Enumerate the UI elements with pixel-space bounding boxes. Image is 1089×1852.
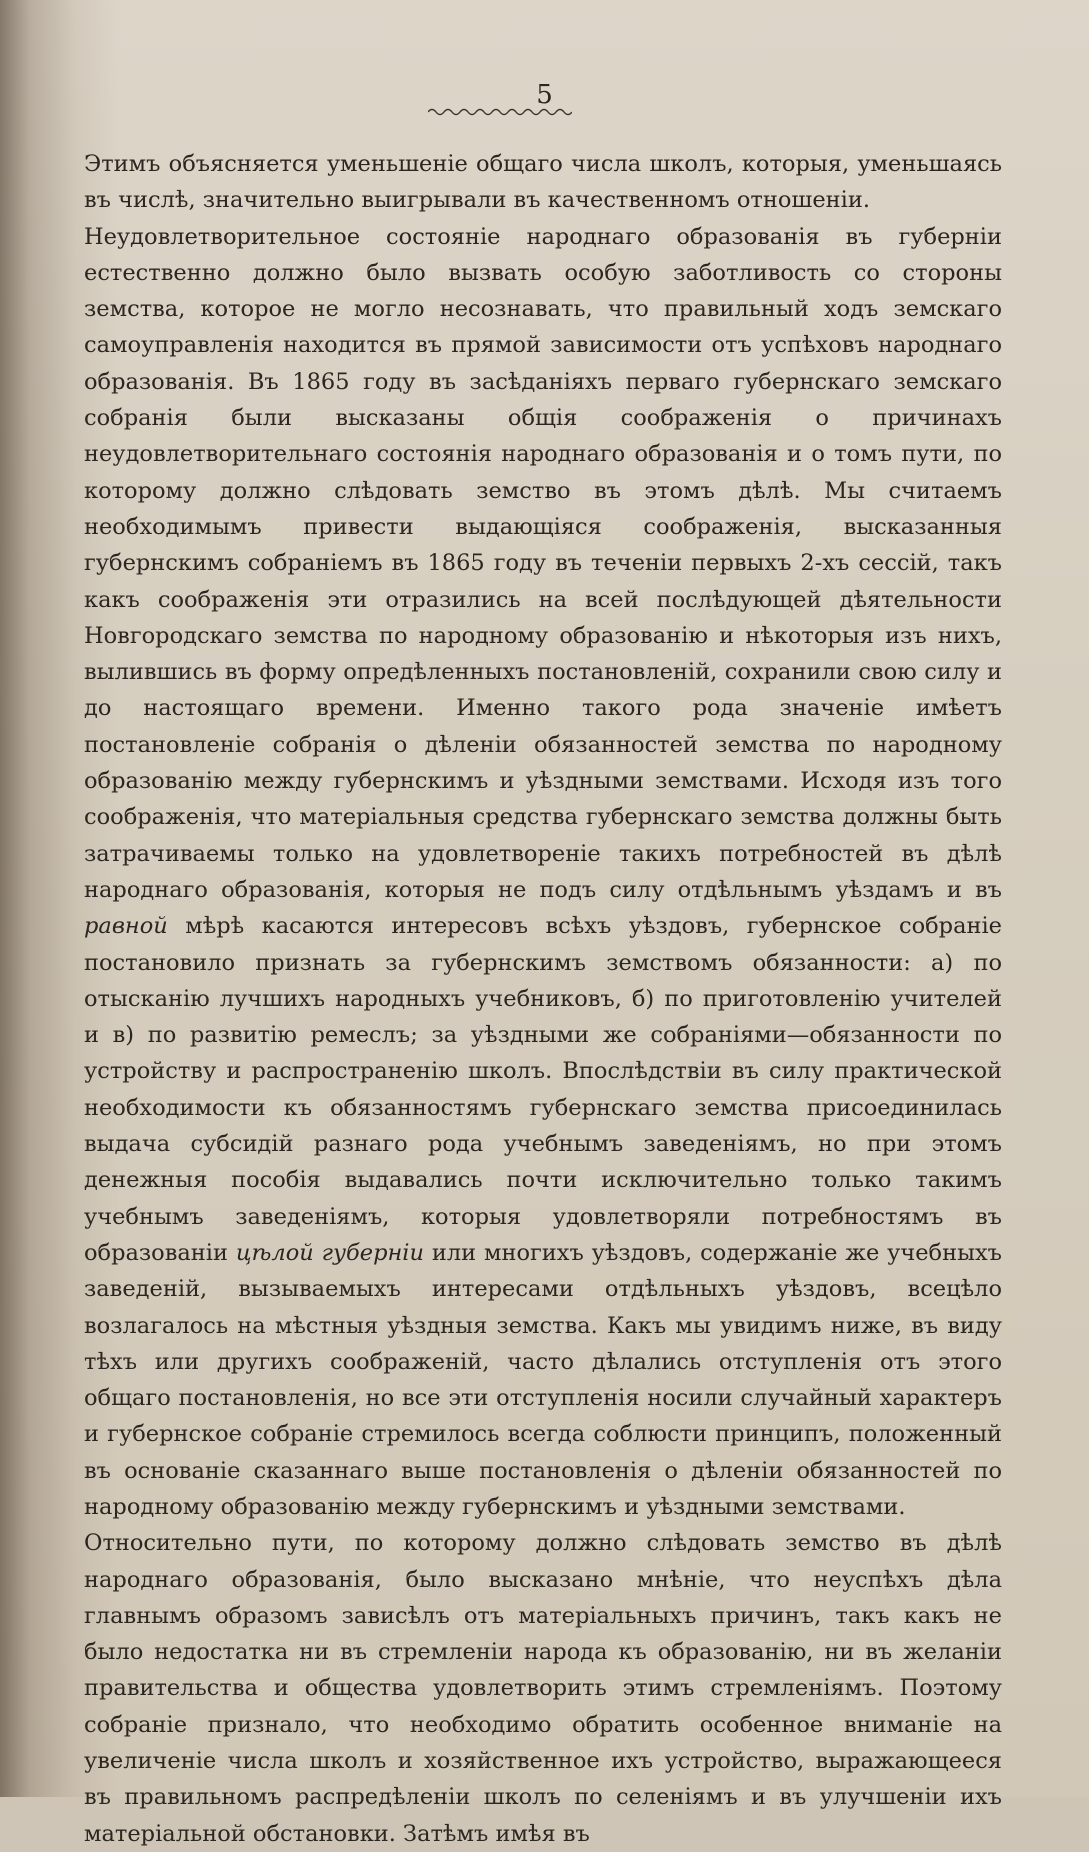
paragraph-3 xyxy=(84,1525,1002,1852)
body-text xyxy=(84,146,1002,1852)
paragraph-text: Относительно пути, по которому должно слѣдовать земство въ дѣлѣ народнаго образованія, было высказано мнѣніе, что неуспѣхъ дѣла главнымъ образомъ зависѣлъ отъ матеріальныхъ причинъ, такъ какъ не было недостатка ни въ стремленіи народа къ образованію, ни въ желаніи правительства и общества удовлетворить этимъ стремленіямъ. Поэтому собраніе признало, что необходимо обратить особенное вниманіе на увеличеніе числа школъ и хозяйственное ихъ устройство, выражающееся въ правильномъ распредѣленіи школъ по селеніямъ и въ улучшеніи ихъ матеріальной обстановки. Затѣмъ имѣя въ xyxy=(84,1530,1002,1847)
paragraph-text: Неудовлетворительное состояніе народнаго образованія въ губерніи естественно должно было вызвать особую заботливость со стороны земства, которое не могло несознавать, что правильный ходъ земскаго самоуправленія находится въ прямой зависимости отъ успѣховъ народнаго образованія. Въ 1865 году въ засѣданіяхъ перваго губернскаго земскаго собранія были высказаны общія соображенія о причинахъ неудовлетворительнаго состоянія народнаго образованія и о томъ пути, по которому должно слѣдовать земство въ этомъ дѣлѣ. Мы считаемъ необходимымъ привести выдающіяся соображенія, высказанныя губернскимъ собраніемъ въ 1865 году въ теченіи первыхъ 2-хъ сессій, такъ какъ соображенія эти отразились на всей послѣдующей дѣятельности Новгородскаго земства по народному образованію и нѣкоторыя изъ нихъ, вылившись въ форму опредѣленныхъ постановленій, сохранили свою силу и до настоящаго времени. Именно такого рода значеніе имѣетъ постановленіе собранія о дѣленіи обязанностей земства по народному образованію между губернскимъ и уѣздными земствами. Исходя изъ того соображенія, что матеріальныя средства губернскаго земства должны быть затрачиваемы только на удовлетвореніе такихъ потребностей въ дѣлѣ народнаго образованія, которыя не подъ силу отдѣльнымъ уѣздамъ и въ xyxy=(84,223,1002,903)
paragraph-2 xyxy=(84,219,1002,1526)
paragraph-text: мѣрѣ касаются интересовъ всѣхъ уѣздовъ, губернское собраніе постановило признать за губернскимъ земствомъ обязанности: а) по отысканію лучшихъ народныхъ учебниковъ, б) по приготовленію учителей и в) по развитію ремеслъ; за уѣздными же собраніями—обязанности по устройству и распространенію школъ. Впослѣдствіи въ силу практической необходимости къ обязанностямъ губернскаго земства присоединилась выдача субсидій разнаго рода учебнымъ заведеніямъ, но при этомъ денежныя пособія выдавались почти исключительно только такимъ учебнымъ заведеніямъ, которыя удовлетворяли потребностямъ въ образованіи xyxy=(84,913,1002,1266)
wavy-rule-ornament xyxy=(428,105,572,119)
page-number: 5 xyxy=(536,80,553,110)
paragraph-1 xyxy=(84,146,1002,219)
paragraph-text: Этимъ объясняется уменьшеніе общаго числа школъ, которыя, уменьшаясь въ числѣ, значительно выигрывали въ качественномъ отношеніи. xyxy=(84,151,1002,214)
italic-emphasis: равной xyxy=(84,913,168,940)
italic-emphasis: цѣлой губерніи xyxy=(235,1239,424,1266)
paragraph-text: или многихъ уѣздовъ, содержаніе же учебныхъ заведеній, вызываемыхъ интересами отдѣльныхъ уѣздовъ, всецѣло возлагалось на мѣстныя уѣздныя земства. Какъ мы увидимъ ниже, въ виду тѣхъ или другихъ соображеній, часто дѣлались отступленія отъ этого общаго постановленія, но все эти отступленія носили случайный характеръ и губернское собраніе стремилось всегда соблюсти принципъ, положенный въ основаніе сказаннаго выше постановленія о дѣленіи обязанностей по народному образованію между губернскимъ и уѣздными земствами. xyxy=(84,1239,1002,1520)
